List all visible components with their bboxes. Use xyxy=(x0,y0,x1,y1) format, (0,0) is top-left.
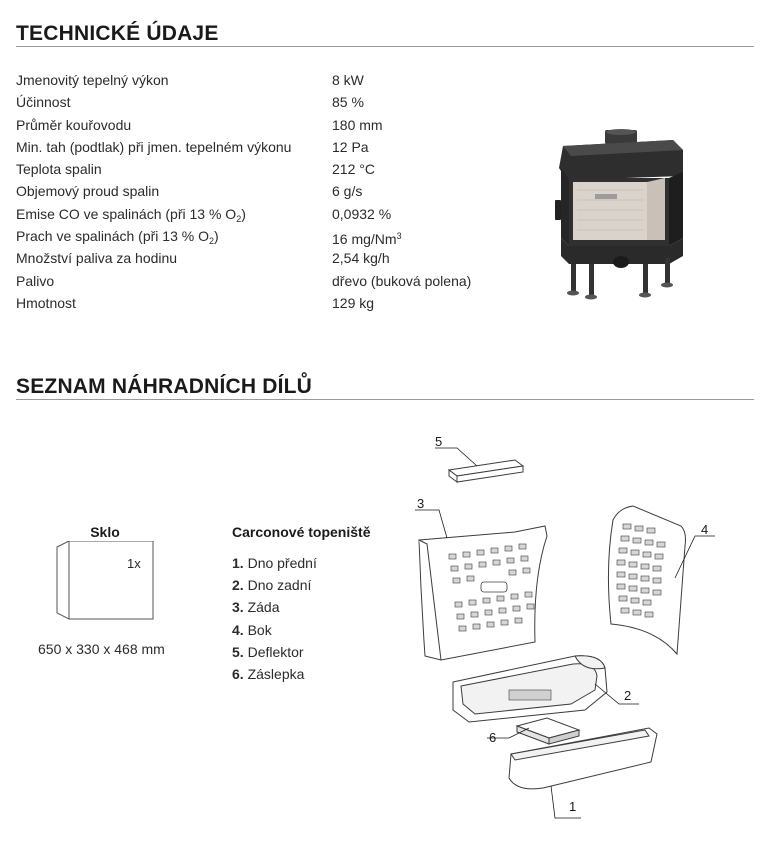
part-number: 6. xyxy=(232,665,244,682)
glass-pane-figure xyxy=(55,541,155,621)
spec-row xyxy=(16,203,532,225)
spec-value-text: 16 mg/Nm xyxy=(332,231,397,248)
part-4-side-plate xyxy=(608,506,685,654)
list-item xyxy=(232,552,317,574)
part-2-rear-bottom xyxy=(453,656,607,722)
spec-label-text-end: ) xyxy=(241,205,246,222)
part-5-deflector xyxy=(449,460,523,482)
spec-row xyxy=(16,292,532,314)
part-number: 4. xyxy=(232,621,244,638)
spec-row xyxy=(16,180,532,202)
callout-1: 1 xyxy=(569,799,577,814)
spec-value: 180 mm xyxy=(332,116,383,133)
spec-value: 129 kg xyxy=(332,294,375,311)
spec-value xyxy=(332,225,532,247)
spec-row xyxy=(16,270,532,292)
part-label: Dno zadní xyxy=(247,577,312,594)
callout-3: 3 xyxy=(417,496,425,511)
part-number: 3. xyxy=(232,599,244,616)
spec-row xyxy=(16,114,532,136)
spec-row xyxy=(16,158,532,180)
spec-label: Objemový proud spalin xyxy=(16,183,160,200)
list-item xyxy=(232,619,317,641)
spec-label: Teplota spalin xyxy=(16,161,102,178)
list-item xyxy=(232,574,317,596)
callout-5: 5 xyxy=(435,434,443,449)
spec-row xyxy=(16,69,532,91)
spec-label: Účinnost xyxy=(16,94,71,111)
spec-value: 212 °C xyxy=(332,161,375,178)
spec-label-text-end: ) xyxy=(214,228,219,245)
spec-value: dřevo (buková polena) xyxy=(332,272,472,289)
spec-row xyxy=(16,225,532,247)
spec-label xyxy=(16,225,332,247)
spec-row xyxy=(16,136,532,158)
spec-label-text: Prach ve spalinách (při 13 % O xyxy=(16,228,209,245)
part-label: Dno přední xyxy=(247,555,317,571)
callout-6: 6 xyxy=(489,730,497,745)
spare-parts-title: SEZNAM NÁHRADNÍCH DÍLŮ xyxy=(16,375,313,398)
spec-label: Palivo xyxy=(16,272,55,289)
list-item xyxy=(232,641,317,663)
carcon-parts-list xyxy=(232,552,317,685)
part-number: 2. xyxy=(232,577,244,594)
list-item xyxy=(232,596,317,618)
spec-label-subscript: 2 xyxy=(236,213,242,224)
glass-quantity: 1x xyxy=(127,556,141,571)
spec-label-text: Emise CO ve spalinách (při 13 % O xyxy=(16,205,237,222)
spec-row xyxy=(16,91,532,113)
part-3-back-plate xyxy=(419,526,547,660)
spec-label: Min. tah (podtlak) při jmen. tepelném výkonu xyxy=(16,138,292,155)
part-number: 1. xyxy=(232,555,244,571)
spec-label-subscript: 2 xyxy=(208,236,214,247)
spec-label: Množství paliva za hodinu xyxy=(16,250,178,267)
callout-4: 4 xyxy=(701,522,709,537)
spec-value: 12 Pa xyxy=(332,138,369,155)
part-6-plug xyxy=(517,718,579,744)
spec-label: Průměr kouřovodu xyxy=(16,116,132,133)
spec-label: Jmenovitý tepelný výkon xyxy=(16,72,169,88)
spec-label: Hmotnost xyxy=(16,294,76,311)
technical-title-rule xyxy=(16,46,754,47)
part-label: Bok xyxy=(247,621,272,638)
spec-value: 6 g/s xyxy=(332,183,363,200)
glass-dimensions: 650 x 330 x 468 mm xyxy=(38,641,165,657)
spec-table xyxy=(16,69,532,314)
callout-2: 2 xyxy=(624,688,632,703)
list-item xyxy=(232,663,317,685)
spec-value-superscript: 3 xyxy=(396,231,402,242)
carcon-parts-exploded-drawing xyxy=(405,428,735,828)
part-label: Záslepka xyxy=(247,665,305,682)
part-number: 5. xyxy=(232,643,244,660)
spec-row xyxy=(16,247,532,269)
spec-value: 85 % xyxy=(332,94,364,111)
part-label: Deflektor xyxy=(247,643,304,660)
spec-label xyxy=(16,203,332,225)
fireplace-insert-image xyxy=(555,128,685,303)
spare-parts-title-rule xyxy=(16,399,754,400)
carcon-firebox-title: Carconové topeniště xyxy=(232,524,371,540)
spec-value: 8 kW xyxy=(332,72,364,88)
glass-title: Sklo xyxy=(90,524,120,540)
spec-value: 2,54 kg/h xyxy=(332,250,390,267)
part-label: Záda xyxy=(247,599,280,616)
technical-data-title: TECHNICKÉ ÚDAJE xyxy=(16,22,219,45)
spec-value: 0,0932 % xyxy=(332,205,392,222)
